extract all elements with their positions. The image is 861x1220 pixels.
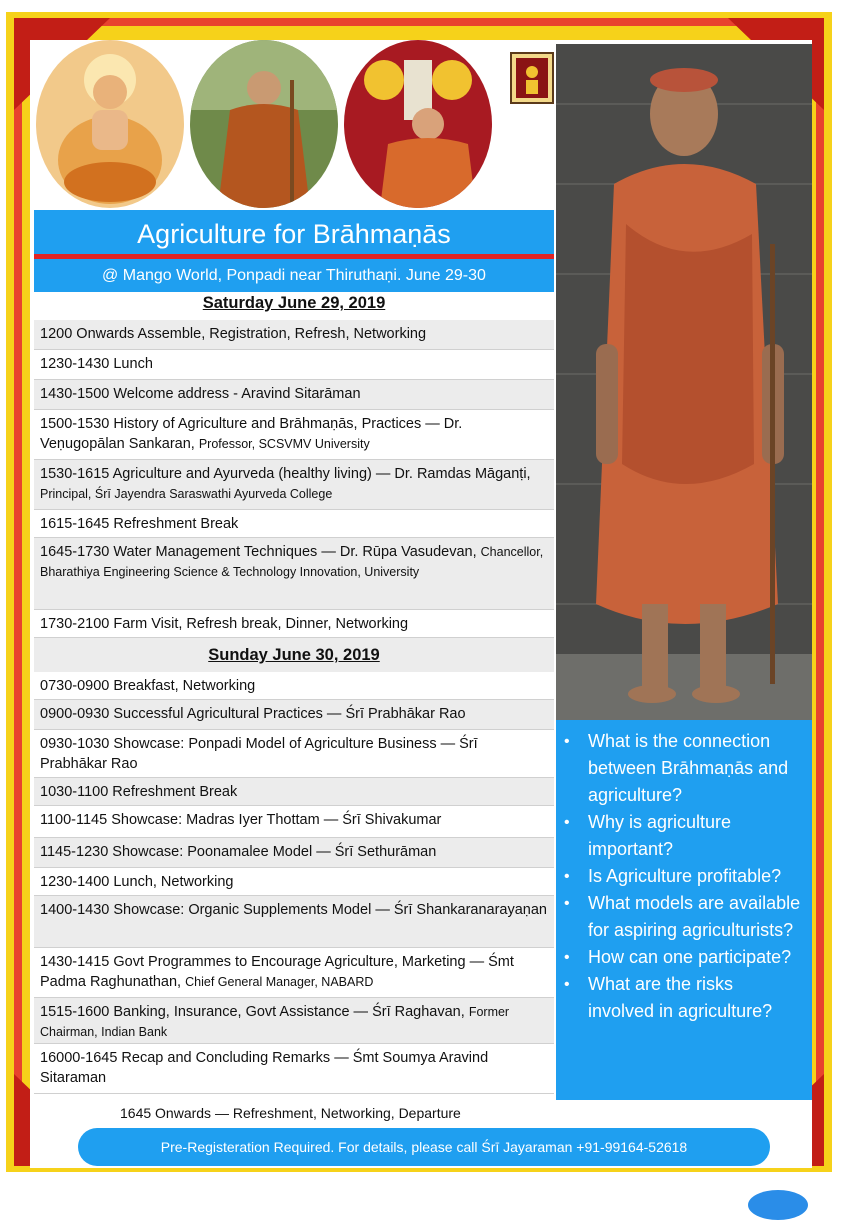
question-item: • What are the risks involved in agriculture? xyxy=(564,974,773,1021)
session-text: 1530-1615 Agriculture and Ayurveda (healthy living) — Dr. Ramdas Māganṭi, xyxy=(40,466,531,482)
temple-emblem xyxy=(510,52,554,104)
session-text: 1100-1145 Showcase: Madras Iyer Thottam — Śrī Shivakumar xyxy=(40,812,442,828)
speaker-affiliation: Former Chairman, Indian Bank xyxy=(40,1005,510,1039)
schedule-row xyxy=(34,460,554,510)
session-text: 1515-1600 Banking, Insurance, Govt Assistance — Śrī Raghavan, xyxy=(40,1004,465,1020)
session-text: 1645-1730 Water Management Techniques — Dr. Rūpa Vasudevan, xyxy=(40,544,477,560)
registration-footer: Pre-Registeration Required. For details, please call Śrī Jayaraman +91-99164-52618 xyxy=(78,1128,770,1166)
day-heading-sunday: Sunday June 30, 2019 xyxy=(34,638,554,672)
question-item: • What models are available for aspiring agriculturists? xyxy=(564,893,801,940)
portrait-saint-3 xyxy=(344,40,492,208)
question-item: • What is the connection between Brāhmaṇās and agriculture? xyxy=(564,731,789,805)
venue-line: @ Mango World, Ponpadi near Thiruthaṇi. June 29-30 xyxy=(34,259,554,292)
question-item: • Why is agriculture important? xyxy=(564,812,732,859)
schedule-row xyxy=(34,672,554,700)
question-item: • How can one participate? xyxy=(564,947,792,967)
session-text: 0930-1030 Showcase: Ponpadi Model of Agriculture Business — Śrī Prabhākar Rao xyxy=(40,736,478,772)
schedule-row xyxy=(34,510,554,538)
session-text: 1230-1430 Lunch xyxy=(40,356,153,372)
schedule-row xyxy=(34,948,554,998)
speaker-affiliation: Chancellor, Bharathiya Engineering Science & Technology Innovation, University xyxy=(40,545,544,579)
schedule-row xyxy=(34,896,554,948)
session-text: 1200 Onwards Assemble, Registration, Refresh, Networking xyxy=(40,326,427,342)
schedule-row xyxy=(34,538,554,610)
question-text: What is the connection between Brāhmaṇās and agriculture? xyxy=(588,731,789,805)
speaker-affiliation: Professor, SCSVMV University xyxy=(198,437,370,451)
session-text: 0730-0900 Breakfast, Networking xyxy=(40,678,256,694)
session-text: 1400-1430 Showcase: Organic Supplements Model — Śrī Shankaranarayaṇan xyxy=(40,902,547,918)
portrait-saint-2 xyxy=(190,40,338,208)
question-text: Is Agriculture profitable? xyxy=(588,866,782,886)
schedule-row xyxy=(34,1044,554,1094)
session-text: 1430-1500 Welcome address - Aravind Sitarāman xyxy=(40,386,361,402)
schedule-row xyxy=(34,700,554,730)
schedule xyxy=(34,292,554,1094)
corner-decoration xyxy=(748,1190,808,1220)
session-text: 1030-1100 Refreshment Break xyxy=(40,784,238,800)
schedule-row xyxy=(34,320,554,350)
schedule-row xyxy=(34,410,554,460)
guest-photo xyxy=(556,44,812,720)
speaker-affiliation: Chief General Manager, NABARD xyxy=(185,975,374,989)
session-text: 1730-2100 Farm Visit, Refresh break, Dinner, Networking xyxy=(40,616,409,632)
schedule-row xyxy=(34,998,554,1044)
schedule-row xyxy=(34,806,554,838)
schedule-row xyxy=(34,778,554,806)
questions-panel xyxy=(556,720,812,1100)
session-text: 16000-1645 Recap and Concluding Remarks — Śmt Soumya Aravind Sitaraman xyxy=(40,1050,489,1086)
schedule-row xyxy=(34,868,554,896)
portrait-saint-1 xyxy=(36,40,184,208)
schedule-row xyxy=(34,730,554,778)
schedule-row xyxy=(34,838,554,868)
session-text: 1615-1645 Refreshment Break xyxy=(40,516,239,532)
closing-line: 1645 Onwards — Refreshment, Networking, Departure xyxy=(120,1105,461,1121)
poster xyxy=(30,40,812,1168)
question-item: • Is Agriculture profitable? xyxy=(564,866,782,886)
event-title: Agriculture for Brāhmaṇās xyxy=(34,210,554,254)
question-text: How can one participate? xyxy=(588,947,792,967)
session-text: 0900-0930 Successful Agricultural Practices — Śrī Prabhākar Rao xyxy=(40,706,466,722)
schedule-row xyxy=(34,350,554,380)
session-text: 1500-1530 History of Agriculture and Brāhmaṇās, Practices — Dr. Veṇugopālan Sankaran, xyxy=(40,416,463,452)
session-text: 1145-1230 Showcase: Poonamalee Model — Śrī Sethurāman xyxy=(40,844,437,860)
session-text: 1230-1400 Lunch, Networking xyxy=(40,874,234,890)
speaker-affiliation: Principal, Śrī Jayendra Saraswathi Ayurveda College xyxy=(40,487,333,501)
question-text: Why is agriculture important? xyxy=(588,812,732,859)
question-text: What are the risks involved in agriculture? xyxy=(588,974,773,1021)
session-text: 1430-1415 Govt Programmes to Encourage Agriculture, Marketing — Śmt Padma Raghunathan, xyxy=(40,954,514,990)
question-text: What models are available for aspiring agriculturists? xyxy=(588,893,801,940)
day-heading-saturday: Saturday June 29, 2019 xyxy=(34,292,554,320)
schedule-row xyxy=(34,610,554,638)
schedule-row xyxy=(34,380,554,410)
